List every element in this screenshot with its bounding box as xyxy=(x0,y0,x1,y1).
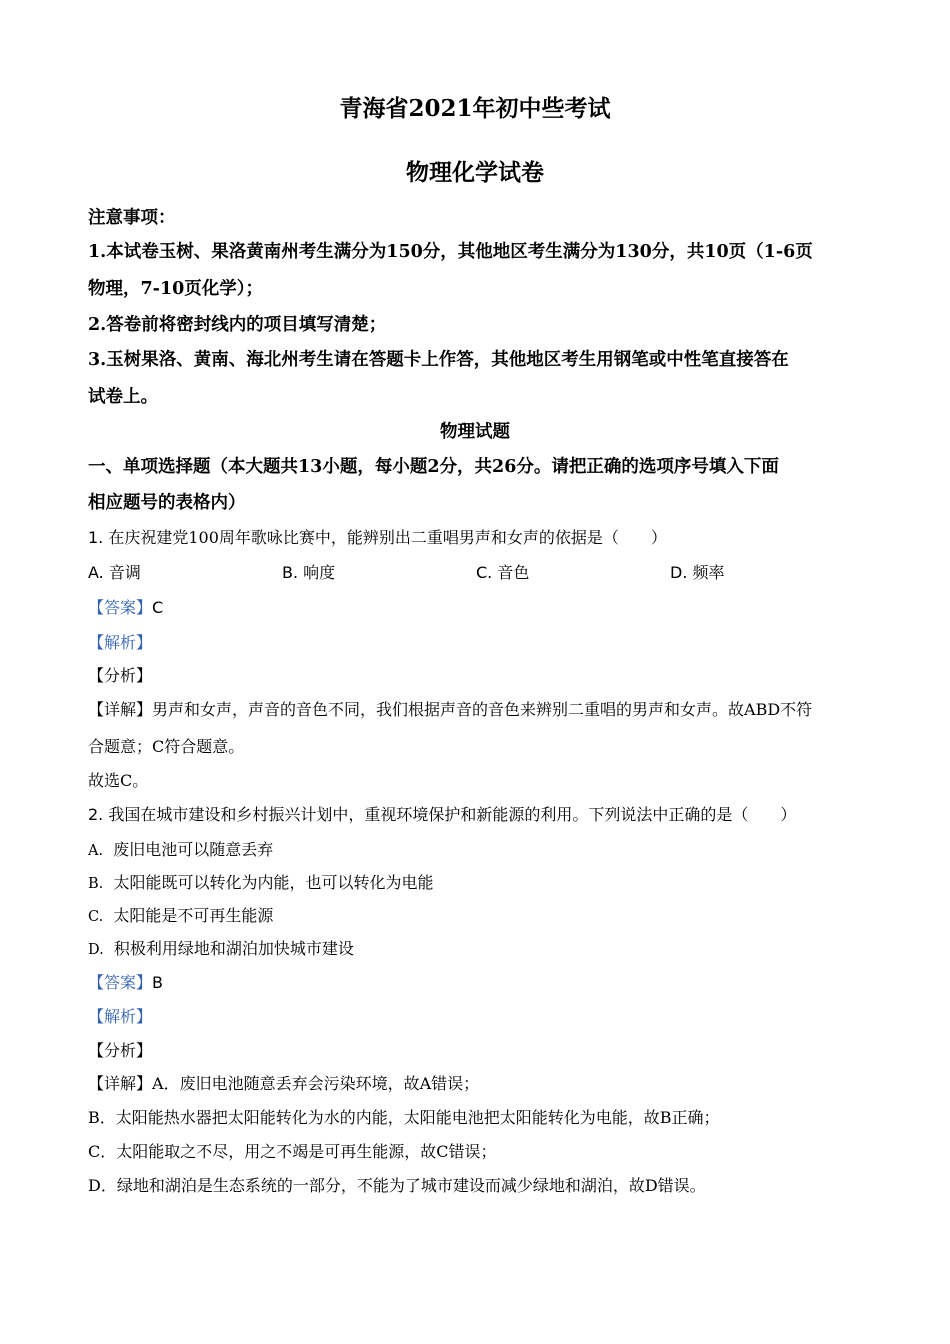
notice-heading: 注意事项： xyxy=(88,208,176,228)
q1-option-c xyxy=(476,563,529,583)
q1-option-a-letter: A. xyxy=(88,563,104,582)
q1-option-b-text: 响度 xyxy=(298,563,336,582)
q2-option-b-text: 太阳能既可以转化为内能，也可以转化为电能 xyxy=(113,873,434,892)
exam-title: 青海省2021年初中些考试 xyxy=(339,95,611,122)
q2-detail-d: D．绿地和湖泊是生态系统的一部分，不能为了城市建设而减少绿地和湖泊，故D错误。 xyxy=(88,1176,706,1195)
q1-detail-text: 男声和女声，声音的音色不同，我们根据声音的音色来辨别二重唱的男声和女声。故ABD不符 xyxy=(152,700,813,719)
q2-detail-b: B．太阳能热水器把太阳能转化为水的内能，太阳能电池把太阳能转化为电能，故B正确； xyxy=(88,1108,720,1127)
q2-option-b-letter: B. xyxy=(88,876,104,892)
q2-jiexi-tag: 【解析】 xyxy=(88,1007,153,1026)
q1-option-c-text: 音色 xyxy=(492,563,530,582)
notice-item-1: 1.本试卷玉树、果洛黄南州考生满分为150分，其他地区考生满分为130分，共10页（1-6页 xyxy=(88,242,813,262)
question-1-stem xyxy=(88,528,667,548)
q2-fenxi-tag: 【分析】 xyxy=(88,1041,153,1060)
question-1-number: 1. xyxy=(88,528,104,547)
question-1-text: 在庆祝建党100周年歌咏比赛中，能辨别出二重唱男声和女声的依据是（ ） xyxy=(103,528,667,547)
q2-answer xyxy=(88,973,163,993)
section-title: 物理试题 xyxy=(440,422,510,442)
q2-option-a xyxy=(88,840,273,861)
q2-option-d-letter: D. xyxy=(88,942,104,958)
notice-item-3: 3.玉树果洛、黄南、海北州考生请在答题卡上作答，其他地区考生用钢笔或中性笔直接答在 xyxy=(88,350,789,370)
q2-option-a-text: 废旧电池可以随意丢弃 xyxy=(113,840,274,859)
q1-option-b-letter: B. xyxy=(282,563,299,582)
q1-option-b xyxy=(282,563,335,583)
q2-detail-tag: 【详解】 xyxy=(88,1074,153,1093)
q1-answer xyxy=(88,598,163,618)
question-2-number: 2. xyxy=(88,805,104,824)
q1-fenxi-tag: 【分析】 xyxy=(88,666,153,685)
q1-option-d-text: 频率 xyxy=(687,563,725,582)
q1-option-d-letter: D. xyxy=(670,563,688,582)
q2-detail-a-text: A．废旧电池随意丢弃会污染环境，故A错误； xyxy=(152,1074,480,1093)
q2-answer-value: B xyxy=(152,973,163,992)
q1-option-a-text: 音调 xyxy=(103,563,141,582)
q1-option-a xyxy=(88,563,141,583)
q1-detail xyxy=(88,700,812,720)
q1-answer-value: C xyxy=(152,598,164,617)
q2-option-d xyxy=(88,939,354,960)
q2-option-c-text: 太阳能是不可再生能源 xyxy=(113,906,274,925)
q2-option-c-letter: C. xyxy=(88,909,104,925)
q1-option-d xyxy=(670,563,725,583)
q2-answer-tag: 【答案】 xyxy=(88,973,153,992)
q1-detail-cont: 合题意；C符合题意。 xyxy=(88,737,245,756)
notice-item-2: 2.答卷前将密封线内的项目填写清楚； xyxy=(88,315,387,335)
notice-item-1-cont: 物理，7-10页化学）； xyxy=(88,279,264,299)
q1-detail-tag: 【详解】 xyxy=(88,700,153,719)
q2-option-a-letter: A. xyxy=(88,843,104,859)
q1-conclusion: 故选C。 xyxy=(88,771,149,790)
section-heading: 一、单项选择题（本大题共13小题，每小题2分，共26分。请把正确的选项序号填入下面 xyxy=(88,457,779,477)
exam-subtitle: 物理化学试卷 xyxy=(406,159,544,186)
q1-answer-tag: 【答案】 xyxy=(88,598,153,617)
q2-option-d-text: 积极利用绿地和湖泊加快城市建设 xyxy=(113,939,354,958)
q2-detail-c: C．太阳能取之不尽，用之不竭是可再生能源，故C错误； xyxy=(88,1142,497,1161)
q1-jiexi-tag: 【解析】 xyxy=(88,633,153,652)
q1-option-c-letter: C. xyxy=(476,563,493,582)
q2-option-b xyxy=(88,873,433,894)
q2-option-c xyxy=(88,906,273,927)
notice-item-3-cont: 试卷上。 xyxy=(88,387,158,407)
question-2-text: 我国在城市建设和乡村振兴计划中，重视环境保护和新能源的利用。下列说法中正确的是（ ） xyxy=(103,805,797,824)
section-heading-cont: 相应题号的表格内） xyxy=(88,493,246,513)
question-2-stem xyxy=(88,805,796,825)
q2-detail-a xyxy=(88,1074,479,1094)
